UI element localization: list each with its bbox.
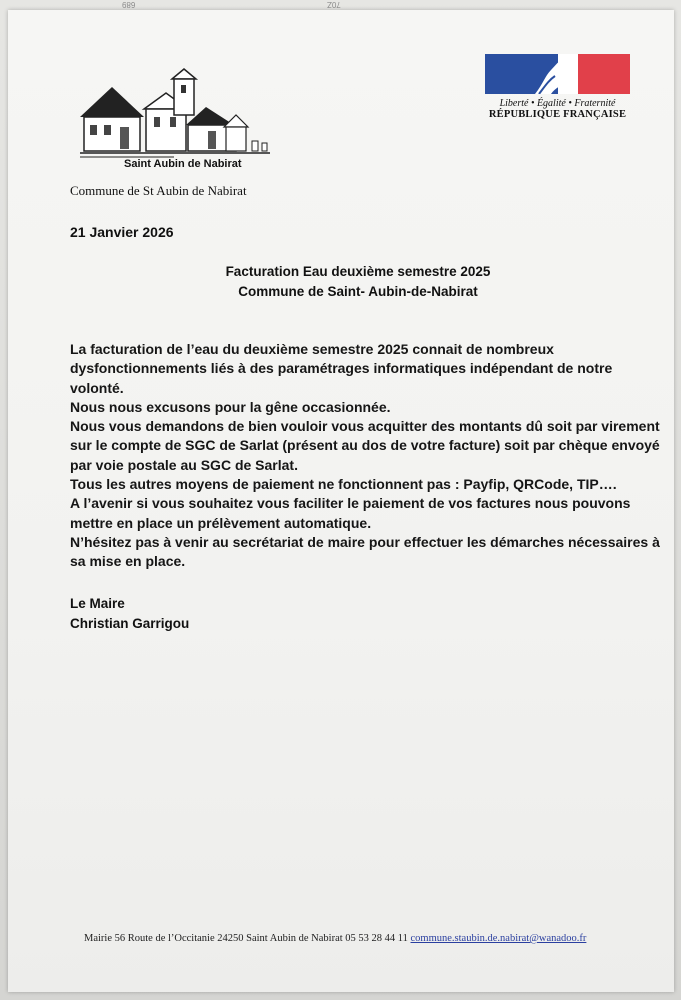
body-paragraph: N’hésitez pas à venir au secrétariat de maire pour effectuer les démarches nécessaires à sa mise en place. — [70, 533, 660, 570]
commune-header: Commune de St Aubin de Nabirat — [70, 183, 247, 198]
body-paragraph: A l’avenir si vous souhaitez vous faciliter le paiement de vos factures nous pouvons mettre en place un prélèvement automatique. — [70, 495, 631, 531]
footer-contact — [84, 933, 586, 944]
subject-line-1: Facturation Eau deuxième semestre 2025 — [225, 264, 491, 279]
signature-block — [70, 594, 189, 634]
background-mark: 70Z — [327, 0, 341, 9]
signature-name: Christian Garrigou — [70, 616, 190, 631]
marianne-flag-icon — [485, 54, 630, 94]
subject-line-2: Commune de Saint- Aubin-de-Nabirat — [238, 284, 478, 299]
body-paragraph: Nous vous demandons de bien vouloir vous acquitter des montants dû soit par virement sur le compte de SGC de Sarlat (présent au dos de votre facture) soit par chèque envoyé par voie postale au SGC de Sarlat. — [70, 418, 660, 473]
letter-body — [70, 340, 660, 572]
background-mark: 689 — [122, 0, 136, 9]
body-paragraph: Tous les autres moyens de paiement ne fonctionnent pas : Payfip, QRCode, TIP…. — [70, 476, 617, 493]
letter-subject — [158, 262, 558, 302]
letter-date: 21 Janvier 2026 — [70, 224, 174, 240]
body-paragraph: Nous nous excusons pour la gêne occasionnée. — [70, 398, 391, 415]
letter-page — [8, 10, 674, 992]
republique-logo — [485, 54, 630, 120]
republic-motto: Liberté • Égalité • Fraternité — [499, 98, 616, 109]
signature-title: Le Maire — [70, 596, 125, 611]
logo-caption: Saint Aubin de Nabirat — [124, 158, 242, 170]
footer-email-link[interactable]: commune.staubin.de.nabirat@wanadoo.fr — [410, 933, 587, 944]
republic-name: RÉPUBLIQUE FRANÇAISE — [488, 109, 627, 120]
body-paragraph: La facturation de l’eau du deuxième semestre 2025 connait de nombreux dysfonctionnements liés à des paramétrages informatiques indépendant de notre volonté. — [70, 341, 613, 396]
church-illustration-icon — [74, 65, 274, 165]
footer-address: Mairie 56 Route de l’Occitanie 24250 Saint Aubin de Nabirat 05 53 28 44 11 — [84, 933, 411, 944]
